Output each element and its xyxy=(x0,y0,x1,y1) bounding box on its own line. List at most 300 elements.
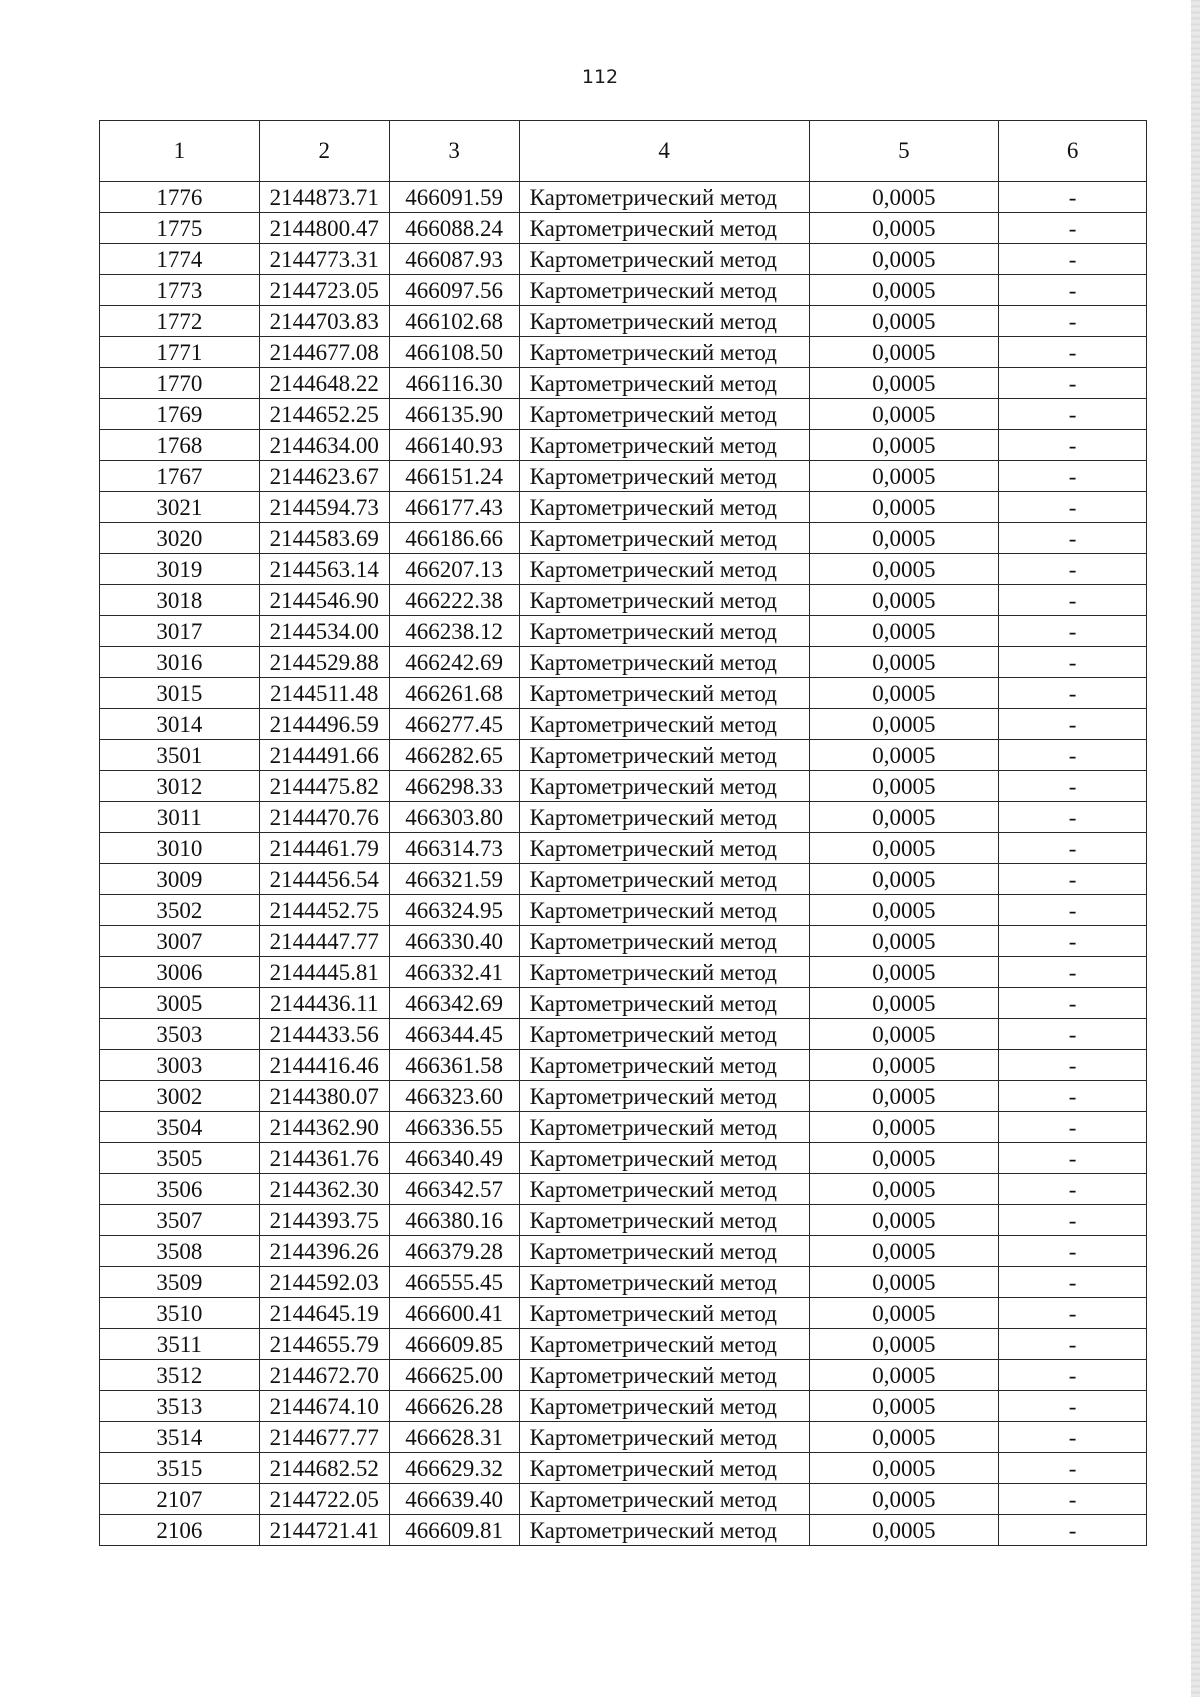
note-cell: - xyxy=(999,616,1147,647)
x-coordinate-cell: 2144362.30 xyxy=(259,1174,389,1205)
method-cell: Картометрический метод xyxy=(519,275,809,306)
y-coordinate-cell: 466242.69 xyxy=(389,647,519,678)
point-number-cell: 3007 xyxy=(100,926,260,957)
y-coordinate-cell: 466261.68 xyxy=(389,678,519,709)
method-cell: Картометрический метод xyxy=(519,1515,809,1546)
note-cell: - xyxy=(999,1360,1147,1391)
x-coordinate-cell: 2144583.69 xyxy=(259,523,389,554)
table-row xyxy=(100,275,1147,306)
header-cell-4: 4 xyxy=(519,121,809,182)
method-cell: Картометрический метод xyxy=(519,957,809,988)
method-cell: Картометрический метод xyxy=(519,492,809,523)
accuracy-cell: 0,0005 xyxy=(809,430,999,461)
method-cell: Картометрический метод xyxy=(519,368,809,399)
accuracy-cell: 0,0005 xyxy=(809,1236,999,1267)
note-cell: - xyxy=(999,1019,1147,1050)
point-number-cell: 3507 xyxy=(100,1205,260,1236)
table-row xyxy=(100,337,1147,368)
accuracy-cell: 0,0005 xyxy=(809,182,999,213)
note-cell: - xyxy=(999,833,1147,864)
accuracy-cell: 0,0005 xyxy=(809,1112,999,1143)
point-number-cell: 3006 xyxy=(100,957,260,988)
point-number-cell: 3513 xyxy=(100,1391,260,1422)
y-coordinate-cell: 466628.31 xyxy=(389,1422,519,1453)
point-number-cell: 3020 xyxy=(100,523,260,554)
point-number-cell: 3021 xyxy=(100,492,260,523)
x-coordinate-cell: 2144436.11 xyxy=(259,988,389,1019)
accuracy-cell: 0,0005 xyxy=(809,1081,999,1112)
accuracy-cell: 0,0005 xyxy=(809,988,999,1019)
y-coordinate-cell: 466298.33 xyxy=(389,771,519,802)
y-coordinate-cell: 466600.41 xyxy=(389,1298,519,1329)
y-coordinate-cell: 466340.49 xyxy=(389,1143,519,1174)
method-cell: Картометрический метод xyxy=(519,1329,809,1360)
x-coordinate-cell: 2144563.14 xyxy=(259,554,389,585)
x-coordinate-cell: 2144511.48 xyxy=(259,678,389,709)
x-coordinate-cell: 2144873.71 xyxy=(259,182,389,213)
y-coordinate-cell: 466609.85 xyxy=(389,1329,519,1360)
accuracy-cell: 0,0005 xyxy=(809,833,999,864)
x-coordinate-cell: 2144672.70 xyxy=(259,1360,389,1391)
table-row xyxy=(100,957,1147,988)
method-cell: Картометрический метод xyxy=(519,1143,809,1174)
y-coordinate-cell: 466097.56 xyxy=(389,275,519,306)
accuracy-cell: 0,0005 xyxy=(809,554,999,585)
note-cell: - xyxy=(999,1112,1147,1143)
method-cell: Картометрический метод xyxy=(519,182,809,213)
point-number-cell: 3011 xyxy=(100,802,260,833)
y-coordinate-cell: 466342.69 xyxy=(389,988,519,1019)
y-coordinate-cell: 466629.32 xyxy=(389,1453,519,1484)
method-cell: Картометрический метод xyxy=(519,1112,809,1143)
table-row xyxy=(100,492,1147,523)
note-cell: - xyxy=(999,554,1147,585)
table-row xyxy=(100,802,1147,833)
table-row xyxy=(100,833,1147,864)
x-coordinate-cell: 2144677.77 xyxy=(259,1422,389,1453)
note-cell: - xyxy=(999,1298,1147,1329)
note-cell: - xyxy=(999,1143,1147,1174)
y-coordinate-cell: 466186.66 xyxy=(389,523,519,554)
table-body xyxy=(100,182,1147,1546)
note-cell: - xyxy=(999,585,1147,616)
table-row xyxy=(100,213,1147,244)
point-number-cell: 3509 xyxy=(100,1267,260,1298)
table-row xyxy=(100,709,1147,740)
table-row xyxy=(100,1515,1147,1546)
y-coordinate-cell: 466303.80 xyxy=(389,802,519,833)
method-cell: Картометрический метод xyxy=(519,1391,809,1422)
accuracy-cell: 0,0005 xyxy=(809,368,999,399)
point-number-cell: 3003 xyxy=(100,1050,260,1081)
x-coordinate-cell: 2144721.41 xyxy=(259,1515,389,1546)
accuracy-cell: 0,0005 xyxy=(809,895,999,926)
accuracy-cell: 0,0005 xyxy=(809,1515,999,1546)
accuracy-cell: 0,0005 xyxy=(809,771,999,802)
note-cell: - xyxy=(999,1050,1147,1081)
x-coordinate-cell: 2144396.26 xyxy=(259,1236,389,1267)
x-coordinate-cell: 2144722.05 xyxy=(259,1484,389,1515)
table-row xyxy=(100,1112,1147,1143)
table-row xyxy=(100,771,1147,802)
table-row xyxy=(100,988,1147,1019)
method-cell: Картометрический метод xyxy=(519,306,809,337)
y-coordinate-cell: 466087.93 xyxy=(389,244,519,275)
point-number-cell: 3005 xyxy=(100,988,260,1019)
table-row xyxy=(100,1205,1147,1236)
table-row xyxy=(100,1174,1147,1205)
note-cell: - xyxy=(999,1391,1147,1422)
table-row xyxy=(100,864,1147,895)
note-cell: - xyxy=(999,771,1147,802)
note-cell: - xyxy=(999,368,1147,399)
x-coordinate-cell: 2144677.08 xyxy=(259,337,389,368)
table-row xyxy=(100,1236,1147,1267)
note-cell: - xyxy=(999,1484,1147,1515)
y-coordinate-cell: 466361.58 xyxy=(389,1050,519,1081)
point-number-cell: 3014 xyxy=(100,709,260,740)
table-row xyxy=(100,1484,1147,1515)
table-row xyxy=(100,182,1147,213)
table-row xyxy=(100,399,1147,430)
method-cell: Картометрический метод xyxy=(519,1360,809,1391)
point-number-cell: 3012 xyxy=(100,771,260,802)
method-cell: Картометрический метод xyxy=(519,1205,809,1236)
note-cell: - xyxy=(999,709,1147,740)
x-coordinate-cell: 2144461.79 xyxy=(259,833,389,864)
x-coordinate-cell: 2144447.77 xyxy=(259,926,389,957)
y-coordinate-cell: 466091.59 xyxy=(389,182,519,213)
method-cell: Картометрический метод xyxy=(519,1081,809,1112)
method-cell: Картометрический метод xyxy=(519,1050,809,1081)
method-cell: Картометрический метод xyxy=(519,213,809,244)
x-coordinate-cell: 2144452.75 xyxy=(259,895,389,926)
table-row xyxy=(100,244,1147,275)
point-number-cell: 1775 xyxy=(100,213,260,244)
x-coordinate-cell: 2144648.22 xyxy=(259,368,389,399)
point-number-cell: 1773 xyxy=(100,275,260,306)
y-coordinate-cell: 466140.93 xyxy=(389,430,519,461)
accuracy-cell: 0,0005 xyxy=(809,585,999,616)
method-cell: Картометрический метод xyxy=(519,399,809,430)
method-cell: Картометрический метод xyxy=(519,1019,809,1050)
x-coordinate-cell: 2144623.67 xyxy=(259,461,389,492)
accuracy-cell: 0,0005 xyxy=(809,1205,999,1236)
table-header xyxy=(100,121,1147,182)
accuracy-cell: 0,0005 xyxy=(809,337,999,368)
note-cell: - xyxy=(999,988,1147,1019)
note-cell: - xyxy=(999,523,1147,554)
point-number-cell: 3515 xyxy=(100,1453,260,1484)
accuracy-cell: 0,0005 xyxy=(809,709,999,740)
accuracy-cell: 0,0005 xyxy=(809,1422,999,1453)
point-number-cell: 3010 xyxy=(100,833,260,864)
note-cell: - xyxy=(999,802,1147,833)
accuracy-cell: 0,0005 xyxy=(809,1267,999,1298)
y-coordinate-cell: 466314.73 xyxy=(389,833,519,864)
point-number-cell: 1771 xyxy=(100,337,260,368)
point-number-cell: 1774 xyxy=(100,244,260,275)
table-row xyxy=(100,1050,1147,1081)
accuracy-cell: 0,0005 xyxy=(809,616,999,647)
x-coordinate-cell: 2144546.90 xyxy=(259,585,389,616)
y-coordinate-cell: 466344.45 xyxy=(389,1019,519,1050)
point-number-cell: 1772 xyxy=(100,306,260,337)
point-number-cell: 3506 xyxy=(100,1174,260,1205)
note-cell: - xyxy=(999,461,1147,492)
accuracy-cell: 0,0005 xyxy=(809,492,999,523)
point-number-cell: 1770 xyxy=(100,368,260,399)
point-number-cell: 2107 xyxy=(100,1484,260,1515)
method-cell: Картометрический метод xyxy=(519,616,809,647)
x-coordinate-cell: 2144534.00 xyxy=(259,616,389,647)
note-cell: - xyxy=(999,864,1147,895)
header-cell-5: 5 xyxy=(809,121,999,182)
point-number-cell: 3512 xyxy=(100,1360,260,1391)
point-number-cell: 3502 xyxy=(100,895,260,926)
table-row xyxy=(100,585,1147,616)
method-cell: Картометрический метод xyxy=(519,1267,809,1298)
table-row xyxy=(100,523,1147,554)
x-coordinate-cell: 2144634.00 xyxy=(259,430,389,461)
y-coordinate-cell: 466277.45 xyxy=(389,709,519,740)
table-row xyxy=(100,1081,1147,1112)
table-row xyxy=(100,647,1147,678)
table-row xyxy=(100,554,1147,585)
y-coordinate-cell: 466625.00 xyxy=(389,1360,519,1391)
y-coordinate-cell: 466135.90 xyxy=(389,399,519,430)
x-coordinate-cell: 2144674.10 xyxy=(259,1391,389,1422)
accuracy-cell: 0,0005 xyxy=(809,1484,999,1515)
method-cell: Картометрический метод xyxy=(519,1174,809,1205)
method-cell: Картометрический метод xyxy=(519,337,809,368)
point-number-cell: 3002 xyxy=(100,1081,260,1112)
y-coordinate-cell: 466379.28 xyxy=(389,1236,519,1267)
table-row xyxy=(100,1019,1147,1050)
x-coordinate-cell: 2144594.73 xyxy=(259,492,389,523)
y-coordinate-cell: 466116.30 xyxy=(389,368,519,399)
note-cell: - xyxy=(999,1267,1147,1298)
x-coordinate-cell: 2144416.46 xyxy=(259,1050,389,1081)
accuracy-cell: 0,0005 xyxy=(809,213,999,244)
accuracy-cell: 0,0005 xyxy=(809,1143,999,1174)
method-cell: Картометрический метод xyxy=(519,1298,809,1329)
header-cell-1: 1 xyxy=(100,121,260,182)
method-cell: Картометрический метод xyxy=(519,802,809,833)
x-coordinate-cell: 2144703.83 xyxy=(259,306,389,337)
x-coordinate-cell: 2144475.82 xyxy=(259,771,389,802)
x-coordinate-cell: 2144470.76 xyxy=(259,802,389,833)
method-cell: Картометрический метод xyxy=(519,244,809,275)
x-coordinate-cell: 2144592.03 xyxy=(259,1267,389,1298)
method-cell: Картометрический метод xyxy=(519,771,809,802)
y-coordinate-cell: 466323.60 xyxy=(389,1081,519,1112)
x-coordinate-cell: 2144800.47 xyxy=(259,213,389,244)
coordinates-table xyxy=(99,120,1147,1546)
point-number-cell: 2106 xyxy=(100,1515,260,1546)
accuracy-cell: 0,0005 xyxy=(809,740,999,771)
y-coordinate-cell: 466330.40 xyxy=(389,926,519,957)
point-number-cell: 3015 xyxy=(100,678,260,709)
header-row xyxy=(100,121,1147,182)
y-coordinate-cell: 466324.95 xyxy=(389,895,519,926)
page-number: 112 xyxy=(581,66,619,88)
table-row xyxy=(100,461,1147,492)
point-number-cell: 3510 xyxy=(100,1298,260,1329)
x-coordinate-cell: 2144433.56 xyxy=(259,1019,389,1050)
accuracy-cell: 0,0005 xyxy=(809,306,999,337)
accuracy-cell: 0,0005 xyxy=(809,1391,999,1422)
header-cell-3: 3 xyxy=(389,121,519,182)
y-coordinate-cell: 466609.81 xyxy=(389,1515,519,1546)
table-row xyxy=(100,616,1147,647)
table-row xyxy=(100,1329,1147,1360)
point-number-cell: 3505 xyxy=(100,1143,260,1174)
method-cell: Картометрический метод xyxy=(519,461,809,492)
accuracy-cell: 0,0005 xyxy=(809,1298,999,1329)
point-number-cell: 3504 xyxy=(100,1112,260,1143)
method-cell: Картометрический метод xyxy=(519,833,809,864)
x-coordinate-cell: 2144655.79 xyxy=(259,1329,389,1360)
y-coordinate-cell: 466342.57 xyxy=(389,1174,519,1205)
point-number-cell: 1768 xyxy=(100,430,260,461)
table-row xyxy=(100,926,1147,957)
accuracy-cell: 0,0005 xyxy=(809,926,999,957)
y-coordinate-cell: 466102.68 xyxy=(389,306,519,337)
point-number-cell: 3503 xyxy=(100,1019,260,1050)
x-coordinate-cell: 2144361.76 xyxy=(259,1143,389,1174)
x-coordinate-cell: 2144445.81 xyxy=(259,957,389,988)
method-cell: Картометрический метод xyxy=(519,678,809,709)
table-row xyxy=(100,1360,1147,1391)
point-number-cell: 3019 xyxy=(100,554,260,585)
table-row xyxy=(100,368,1147,399)
method-cell: Картометрический метод xyxy=(519,647,809,678)
x-coordinate-cell: 2144362.90 xyxy=(259,1112,389,1143)
accuracy-cell: 0,0005 xyxy=(809,864,999,895)
note-cell: - xyxy=(999,740,1147,771)
method-cell: Картометрический метод xyxy=(519,988,809,1019)
method-cell: Картометрический метод xyxy=(519,585,809,616)
method-cell: Картометрический метод xyxy=(519,864,809,895)
table-row xyxy=(100,1298,1147,1329)
y-coordinate-cell: 466088.24 xyxy=(389,213,519,244)
note-cell: - xyxy=(999,647,1147,678)
note-cell: - xyxy=(999,1236,1147,1267)
x-coordinate-cell: 2144380.07 xyxy=(259,1081,389,1112)
x-coordinate-cell: 2144456.54 xyxy=(259,864,389,895)
method-cell: Картометрический метод xyxy=(519,1422,809,1453)
point-number-cell: 3514 xyxy=(100,1422,260,1453)
note-cell: - xyxy=(999,926,1147,957)
accuracy-cell: 0,0005 xyxy=(809,1050,999,1081)
method-cell: Картометрический метод xyxy=(519,430,809,461)
table-row xyxy=(100,430,1147,461)
method-cell: Картометрический метод xyxy=(519,1484,809,1515)
table-row xyxy=(100,1267,1147,1298)
accuracy-cell: 0,0005 xyxy=(809,957,999,988)
note-cell: - xyxy=(999,1174,1147,1205)
accuracy-cell: 0,0005 xyxy=(809,523,999,554)
method-cell: Картометрический метод xyxy=(519,523,809,554)
accuracy-cell: 0,0005 xyxy=(809,647,999,678)
note-cell: - xyxy=(999,678,1147,709)
table-row xyxy=(100,678,1147,709)
note-cell: - xyxy=(999,895,1147,926)
x-coordinate-cell: 2144682.52 xyxy=(259,1453,389,1484)
accuracy-cell: 0,0005 xyxy=(809,1019,999,1050)
x-coordinate-cell: 2144723.05 xyxy=(259,275,389,306)
y-coordinate-cell: 466282.65 xyxy=(389,740,519,771)
note-cell: - xyxy=(999,306,1147,337)
x-coordinate-cell: 2144393.75 xyxy=(259,1205,389,1236)
accuracy-cell: 0,0005 xyxy=(809,1360,999,1391)
note-cell: - xyxy=(999,337,1147,368)
table-row xyxy=(100,895,1147,926)
point-number-cell: 3511 xyxy=(100,1329,260,1360)
note-cell: - xyxy=(999,492,1147,523)
table-row xyxy=(100,740,1147,771)
note-cell: - xyxy=(999,1081,1147,1112)
accuracy-cell: 0,0005 xyxy=(809,1174,999,1205)
header-cell-2: 2 xyxy=(259,121,389,182)
note-cell: - xyxy=(999,1205,1147,1236)
accuracy-cell: 0,0005 xyxy=(809,678,999,709)
method-cell: Картометрический метод xyxy=(519,709,809,740)
accuracy-cell: 0,0005 xyxy=(809,1453,999,1484)
table-row xyxy=(100,1453,1147,1484)
y-coordinate-cell: 466639.40 xyxy=(389,1484,519,1515)
x-coordinate-cell: 2144496.59 xyxy=(259,709,389,740)
point-number-cell: 3017 xyxy=(100,616,260,647)
accuracy-cell: 0,0005 xyxy=(809,802,999,833)
method-cell: Картометрический метод xyxy=(519,1236,809,1267)
table-row xyxy=(100,1422,1147,1453)
y-coordinate-cell: 466177.43 xyxy=(389,492,519,523)
header-cell-6: 6 xyxy=(999,121,1147,182)
note-cell: - xyxy=(999,1453,1147,1484)
method-cell: Картометрический метод xyxy=(519,740,809,771)
note-cell: - xyxy=(999,1515,1147,1546)
method-cell: Картометрический метод xyxy=(519,926,809,957)
accuracy-cell: 0,0005 xyxy=(809,244,999,275)
y-coordinate-cell: 466222.38 xyxy=(389,585,519,616)
point-number-cell: 3016 xyxy=(100,647,260,678)
accuracy-cell: 0,0005 xyxy=(809,1329,999,1360)
point-number-cell: 3501 xyxy=(100,740,260,771)
accuracy-cell: 0,0005 xyxy=(809,275,999,306)
table-row xyxy=(100,306,1147,337)
point-number-cell: 1769 xyxy=(100,399,260,430)
table-row xyxy=(100,1391,1147,1422)
y-coordinate-cell: 466321.59 xyxy=(389,864,519,895)
y-coordinate-cell: 466238.12 xyxy=(389,616,519,647)
method-cell: Картометрический метод xyxy=(519,554,809,585)
note-cell: - xyxy=(999,1329,1147,1360)
point-number-cell: 3009 xyxy=(100,864,260,895)
x-coordinate-cell: 2144491.66 xyxy=(259,740,389,771)
table-row xyxy=(100,1143,1147,1174)
y-coordinate-cell: 466332.41 xyxy=(389,957,519,988)
y-coordinate-cell: 466207.13 xyxy=(389,554,519,585)
method-cell: Картометрический метод xyxy=(519,1453,809,1484)
note-cell: - xyxy=(999,182,1147,213)
x-coordinate-cell: 2144652.25 xyxy=(259,399,389,430)
x-coordinate-cell: 2144773.31 xyxy=(259,244,389,275)
note-cell: - xyxy=(999,957,1147,988)
point-number-cell: 1767 xyxy=(100,461,260,492)
y-coordinate-cell: 466151.24 xyxy=(389,461,519,492)
